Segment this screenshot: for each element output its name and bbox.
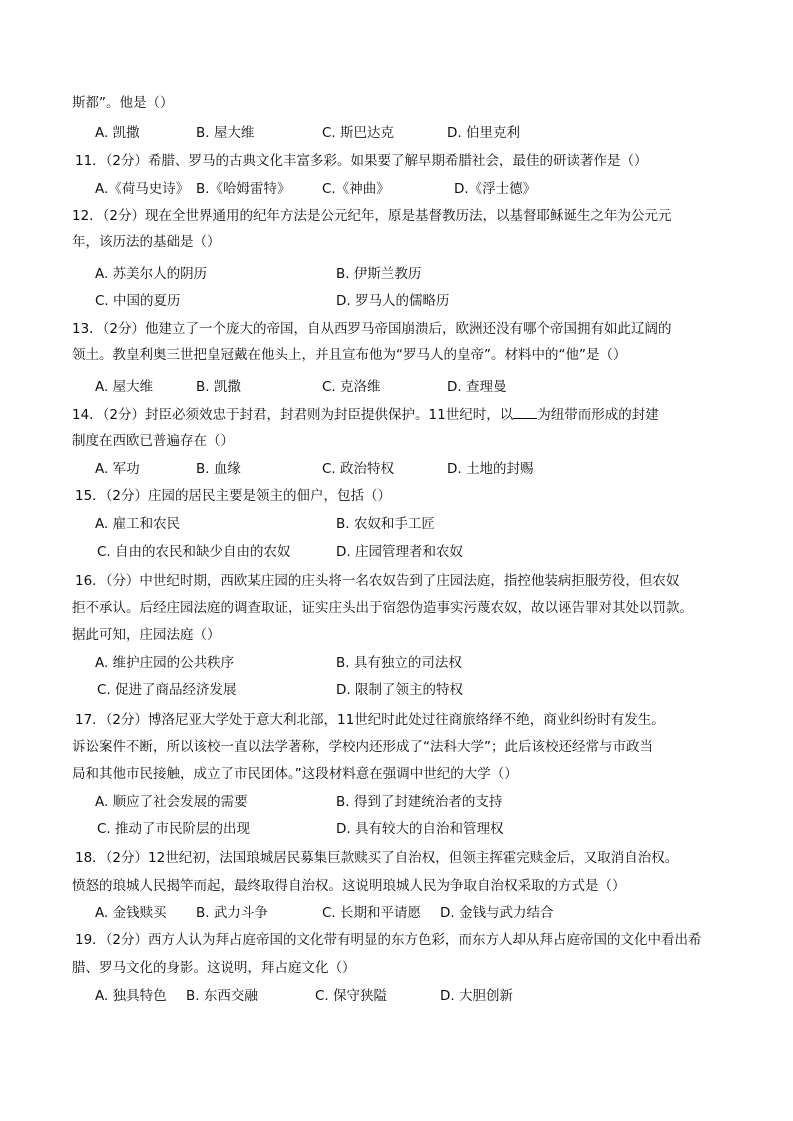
question-16-stem-cont: 拒不承认。后经庄园法庭的调查取证，证实庄头出于宿怨伪造事实污蔑农奴，故以诬告罪对其处以罚款。 bbox=[72, 600, 693, 616]
option-a: A. 凯撒 bbox=[95, 125, 140, 141]
option-d: D. 限制了领主的特权 bbox=[336, 682, 463, 698]
option-c: C. 自由的农民和缺少自由的农奴 bbox=[97, 544, 291, 560]
question-16-stem-cont: 据此可知，庄园法庭（） bbox=[72, 627, 221, 643]
option-c: C. 保守狭隘 bbox=[315, 988, 388, 1004]
option-d: D. 伯里克利 bbox=[447, 125, 520, 141]
option-c: C. 长期和平请愿 bbox=[322, 905, 422, 921]
question-10-tail: 斯都”。他是（） bbox=[72, 95, 174, 111]
option-d: D. 查理曼 bbox=[447, 379, 507, 395]
option-c: C. 克洛维 bbox=[322, 379, 381, 395]
option-c: C.《神曲》 bbox=[322, 181, 390, 197]
option-d: D.《浮士德》 bbox=[454, 181, 537, 197]
question-12-stem: 12．（2分）现在全世界通用的纪年方法是公元纪年，原是基督教历法，以基督耶稣诞生之年为公元元 bbox=[72, 208, 672, 224]
question-17-stem: 17．（2分）博洛尼亚大学处于意大利北部，11世纪时此处过往商旅络绎不绝，商业纠纷时有发生。 bbox=[75, 712, 665, 728]
option-d: D. 具有较大的自治和管理权 bbox=[336, 821, 504, 837]
question-14-stem-cont: 制度在西欧已普遍存在（） bbox=[72, 433, 234, 449]
option-b: B. 屋大维 bbox=[196, 125, 255, 141]
option-c: C. 斯巴达克 bbox=[322, 125, 395, 141]
question-15-stem: 15．（2分）庄园的居民主要是领主的佃户，包括（） bbox=[75, 488, 392, 504]
question-17-stem-cont: 局和其他市民接触，成立了市民团体。”这段材料意在强调中世纪的大学（） bbox=[72, 766, 518, 782]
option-a: A. 军功 bbox=[95, 461, 140, 477]
fill-blank bbox=[513, 404, 537, 419]
option-c: C. 推动了市民阶层的出现 bbox=[97, 821, 251, 837]
option-b: B. 伊斯兰教历 bbox=[336, 266, 422, 282]
option-b: B. 农奴和手工匠 bbox=[336, 516, 435, 532]
option-a: A. 苏美尔人的阴历 bbox=[95, 266, 208, 282]
question-11-stem: 11．（2分）希腊、罗马的古典文化丰富多彩。如果要了解早期希腊社会，最佳的研读著作是（） bbox=[75, 153, 648, 169]
option-c: C. 促进了商品经济发展 bbox=[97, 682, 237, 698]
option-a: A. 金钱赎买 bbox=[95, 905, 167, 921]
question-19-stem-cont: 腊、罗马文化的身影。这说明，拜占庭文化（） bbox=[72, 960, 356, 976]
question-17-stem-cont: 诉讼案件不断，所以该校一直以法学著称，学校内还形成了“法科大学”；此后该校还经常与市政当 bbox=[72, 739, 653, 755]
option-c: C. 中国的夏历 bbox=[95, 293, 181, 309]
option-a: A. 顺应了社会发展的需要 bbox=[95, 794, 248, 810]
option-a: A. 屋大维 bbox=[95, 379, 154, 395]
option-a: A. 独具特色 bbox=[95, 988, 167, 1004]
question-12-stem-cont: 年，该历法的基础是（） bbox=[72, 234, 221, 250]
option-a: A. 维护庄园的公共秩序 bbox=[95, 655, 235, 671]
option-b: B. 得到了封建统治者的支持 bbox=[336, 794, 503, 810]
question-14-stem bbox=[72, 404, 659, 425]
question-13-stem-cont: 领土。教皇利奥三世把皇冠戴在他头上，并且宣布他为“罗马人的皇帝”。材料中的“他”是（） bbox=[72, 347, 627, 363]
option-d: D. 土地的封赐 bbox=[447, 461, 534, 477]
option-b: B. 凯撒 bbox=[196, 379, 241, 395]
question-19-stem: 19．（2分）西方人认为拜占庭帝国的文化带有明显的东方色彩，而东方人却从拜占庭帝国的文化中看出希 bbox=[75, 932, 702, 948]
option-b: B.《哈姆雷特》 bbox=[196, 181, 291, 197]
option-d: D. 大胆创新 bbox=[440, 988, 513, 1004]
option-a: A.《荷马史诗》 bbox=[95, 181, 190, 197]
question-18-stem: 18．（2分）12世纪初，法国琅城居民募集巨款赎买了自治权，但领主挥霍完赎金后，又取消自治权。 bbox=[75, 850, 679, 866]
option-b: B. 血缘 bbox=[196, 461, 241, 477]
stem-part-2: 为纽带而形成的封建 bbox=[537, 407, 659, 423]
question-13-stem: 13．（2分）他建立了一个庞大的帝国，自从西罗马帝国崩溃后，欧洲还没有哪个帝国拥有如此辽阔的 bbox=[72, 321, 672, 337]
option-b: B. 东西交融 bbox=[186, 988, 258, 1004]
stem-part-1: 14．（2分）封臣必须效忠于封君，封君则为封臣提供保护。11世纪时，以 bbox=[72, 407, 514, 423]
option-b: B. 武力斗争 bbox=[196, 905, 268, 921]
question-16-stem: 16．（分）中世纪时期，西欧某庄园的庄头将一名农奴告到了庄园法庭，指控他装病拒服劳役，但农奴 bbox=[75, 573, 680, 589]
option-d: D. 金钱与武力结合 bbox=[440, 905, 554, 921]
option-d: D. 罗马人的儒略历 bbox=[336, 293, 450, 309]
option-c: C. 政治特权 bbox=[322, 461, 395, 477]
option-b: B. 具有独立的司法权 bbox=[336, 655, 462, 671]
option-d: D. 庄园管理者和农奴 bbox=[336, 544, 463, 560]
question-18-stem-cont: 愤怒的琅城人民揭竿而起，最终取得自治权。这说明琅城人民为争取自治权采取的方式是（） bbox=[72, 878, 626, 894]
option-a: A. 雇工和农民 bbox=[95, 516, 181, 532]
